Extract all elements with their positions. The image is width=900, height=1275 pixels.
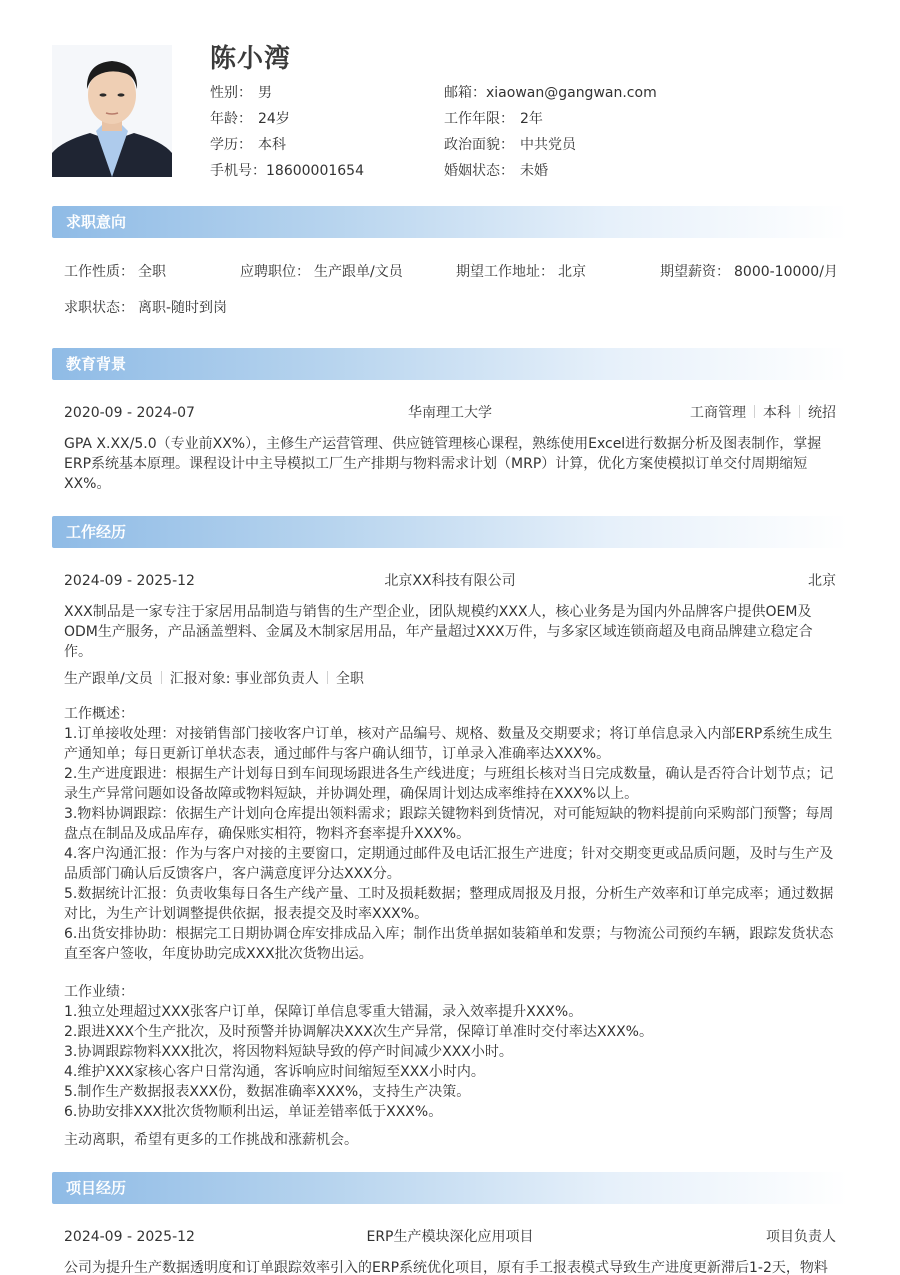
avatar-photo (52, 45, 172, 177)
education-school: 华南理工大学 (408, 405, 492, 421)
achievement-item: 3.协调跟踪物料XXX批次，将因物料短缺导致的停产时间减少XXX小时。 (64, 1044, 513, 1060)
intent-status: 求职状态： 离职-随时到岗 (64, 300, 228, 316)
section-header-work (52, 516, 848, 548)
intent-work-type: 工作性质： 全职 (64, 264, 166, 280)
project-period: 2024-09 - 2025-12 (64, 1229, 195, 1245)
overview-item: 6.出货安排协助：根据完工日期协调仓库安排成品入库；制作出货单据如装箱单和发票；与物流公司预约车辆，跟踪发货状态直至客户签收，年度协助完成XXX批次货物出运。 (64, 926, 834, 962)
basic-info-left (210, 82, 364, 186)
section-header-education (52, 348, 848, 380)
education-tags: 工商管理 本科 统招 (690, 405, 836, 421)
section-title: 教育背景 (66, 355, 127, 373)
work-overview (64, 704, 839, 964)
work-period: 2024-09 - 2025-12 (64, 573, 195, 589)
education-period: 2020-09 - 2024-07 (64, 405, 195, 421)
achievement-item: 4.维护XXX家核心客户日常沟通，客诉响应时间缩短至XXX小时内。 (64, 1064, 485, 1080)
intent-location: 期望工作地址： 北京 (456, 264, 586, 280)
info-work-years: 工作年限： 2年 (444, 111, 543, 127)
section-header-project (52, 1172, 848, 1204)
overview-item: 3.物料协调跟踪：依据生产计划向仓库提出领料需求；跟踪关键物料到货情况，对可能短缺的物料提前向采购部门预警；每周盘点在制品及成品库存，确保账实相符，物料齐套率提升XXX%。 (64, 806, 834, 842)
candidate-name: 陈小湾 (210, 44, 292, 74)
overview-title: 工作概述： (64, 706, 134, 722)
intent-position: 应聘职位： 生产跟单/文员 (240, 264, 403, 280)
project-description: 公司为提升生产数据透明度和订单跟踪效率引入的ERP系统优化项目，原有手工报表模式导致生产进度更新滞后1-2天，物料 (64, 1260, 828, 1275)
work-tags: 生产跟单/文员 汇报对象: 事业部负责人 全职 (64, 671, 364, 687)
work-company: 北京XX科技有限公司 (384, 573, 516, 589)
section-title: 求职意向 (66, 213, 127, 231)
overview-item: 5.数据统计汇报：负责收集每日各生产线产量、工时及损耗数据；整理成周报及月报，分析生产效率和订单完成率；通过数据对比，为生产计划调整提供依据，报表提交及时率XXX%。 (64, 886, 834, 922)
achievements-title: 工作业绩： (64, 984, 134, 1000)
project-name: ERP生产模块深化应用项目 (366, 1229, 534, 1245)
leave-reason: 主动离职，希望有更多的工作挑战和涨薪机会。 (64, 1132, 358, 1148)
section-title: 项目经历 (66, 1179, 127, 1197)
work-city: 北京 (808, 573, 836, 589)
work-achievements (64, 982, 839, 1122)
company-intro: XXX制品是一家专注于家居用品制造与销售的生产型企业，团队规模约XXX人，核心业务是为国内外品牌客户提供OEM及ODM生产服务，产品涵盖塑料、金属及木制家居用品，年产量超过XXX万件，与多家区域连锁商超及电商品牌建立稳定合作。 (64, 604, 813, 660)
project-entry-header (64, 1226, 836, 1248)
divider (754, 405, 755, 418)
info-gender: 性别： 男 (210, 85, 272, 101)
info-political-status: 政治面貌： 中共党员 (444, 137, 576, 153)
section-title: 工作经历 (66, 523, 127, 541)
achievement-item: 6.协助安排XXX批次货物顺利出运，单证差错率低于XXX%。 (64, 1104, 443, 1120)
info-marital-status: 婚姻状态： 未婚 (444, 163, 548, 179)
divider (799, 405, 800, 418)
person-photo-icon (52, 45, 172, 177)
intent-salary: 期望薪资： 8000-10000/月 (660, 264, 838, 280)
divider (327, 671, 328, 684)
achievement-item: 5.制作生产数据报表XXX份，数据准确率XXX%，支持生产决策。 (64, 1084, 471, 1100)
resume-header (0, 0, 900, 190)
work-entry-header (64, 570, 836, 592)
basic-info-right (444, 82, 657, 186)
education-entry-header (64, 402, 836, 424)
info-email: 邮箱：xiaowan@gangwan.com (444, 85, 657, 101)
project-role: 项目负责人 (766, 1229, 836, 1245)
info-degree: 学历： 本科 (210, 137, 286, 153)
achievement-item: 1.独立处理超过XXX张客户订单，保障订单信息零重大错漏，录入效率提升XXX%。 (64, 1004, 583, 1020)
overview-item: 2.生产进度跟进：根据生产计划每日到车间现场跟进各生产线进度；与班组长核对当日完成数量，确认是否符合计划节点；记录生产异常问题如设备故障或物料短缺，并协调处理，确保周计划达成率维持在XXX%以上。 (64, 766, 834, 802)
info-age: 年龄： 24岁 (210, 111, 290, 127)
divider (161, 671, 162, 684)
overview-item: 4.客户沟通汇报：作为与客户对接的主要窗口，定期通过邮件及电话汇报生产进度；针对交期变更或品质问题，及时与生产及品质部门确认后反馈客户，客户满意度评分达XXX分。 (64, 846, 834, 882)
section-header-intent (52, 206, 848, 238)
overview-item: 1.订单接收处理：对接销售部门接收客户订单，核对产品编号、规格、数量及交期要求；将订单信息录入内部ERP系统生成生产通知单；每日更新订单状态表，通过邮件与客户确认细节，订单录入准确率达XXX%。 (64, 726, 833, 762)
education-description: GPA X.XX/5.0（专业前XX%），主修生产运营管理、供应链管理核心课程，熟练使用Excel进行数据分析及图表制作，掌握ERP系统基本原理。课程设计中主导模拟工厂生产排期与物料需求计划（MRP）计算，优化方案使模拟订单交付周期缩短XX%。 (64, 436, 822, 492)
info-phone: 手机号：18600001654 (210, 163, 364, 179)
achievement-item: 2.跟进XXX个生产批次，及时预警并协调解决XXX次生产异常，保障订单准时交付率达XXX%。 (64, 1024, 653, 1040)
